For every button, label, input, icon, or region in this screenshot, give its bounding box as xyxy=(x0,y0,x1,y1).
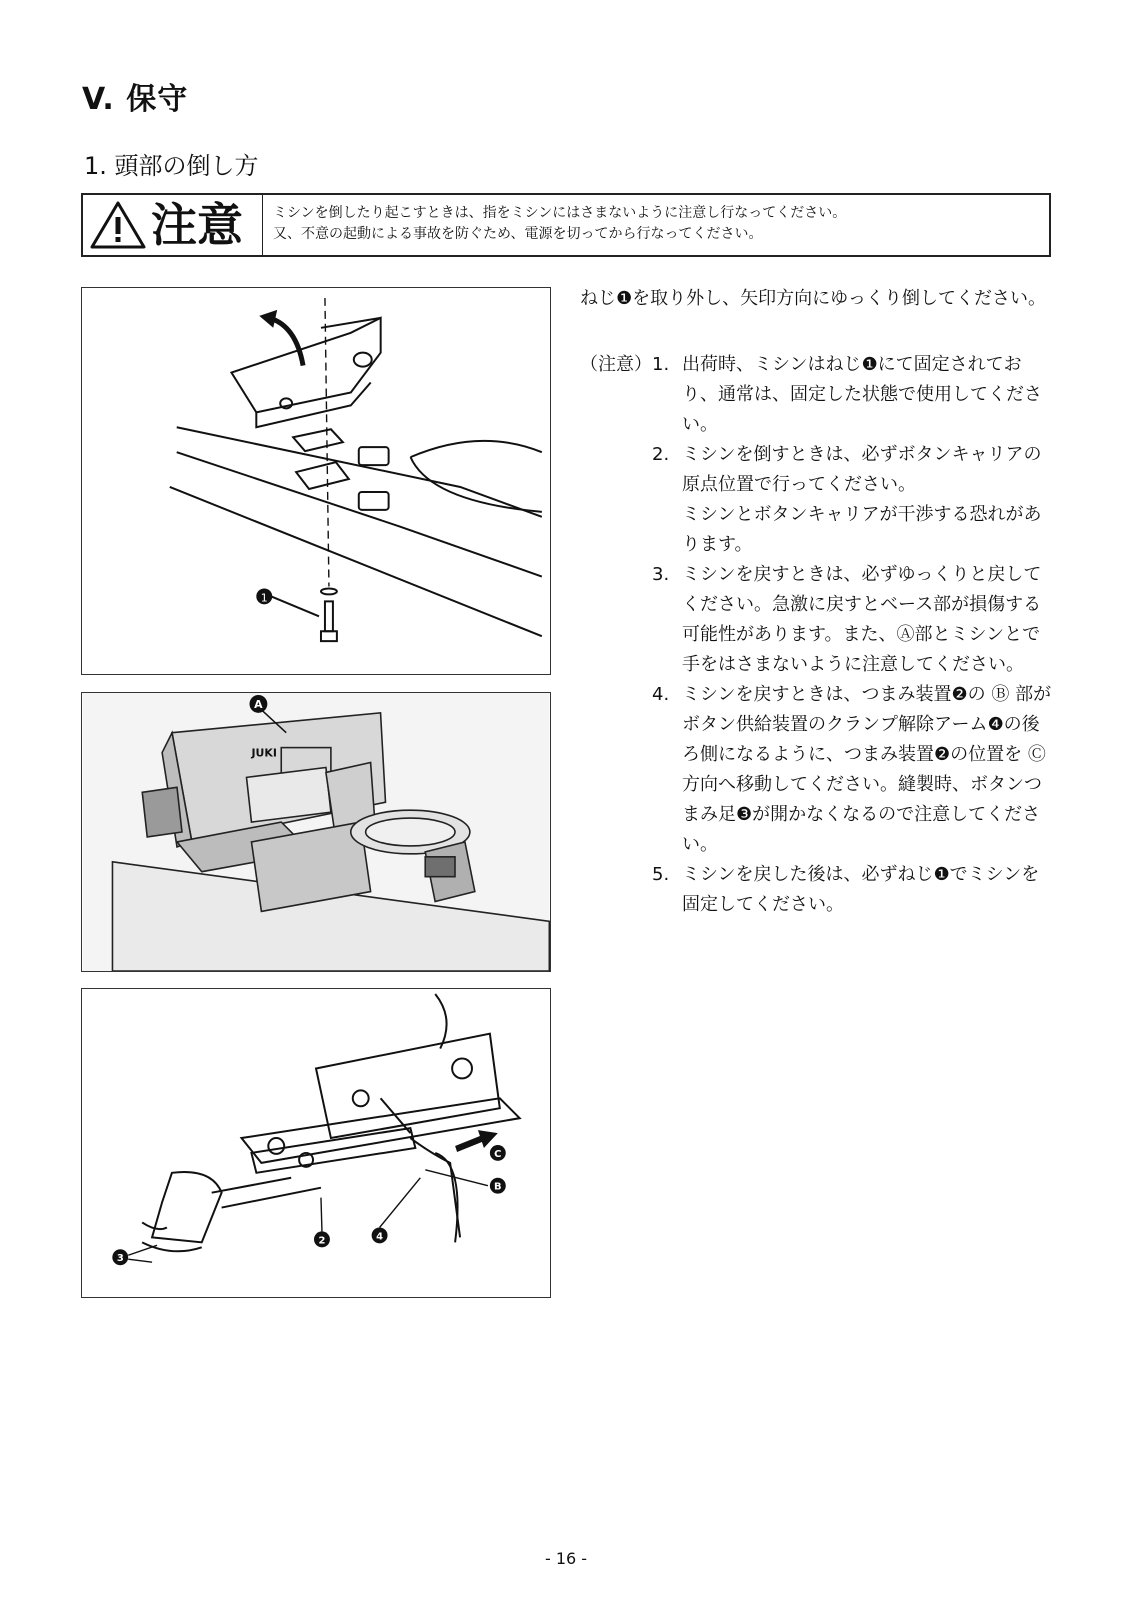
caution-line-1: ミシンを倒したり起こすときは、指をミシンにはさまないように注意し行なってください。 xyxy=(273,205,847,221)
svg-text:4: 4 xyxy=(376,1231,384,1243)
caution-box xyxy=(81,193,1051,257)
note-item-5 xyxy=(580,860,1056,920)
clamp-device-illustration xyxy=(82,989,550,1297)
svg-text:1: 1 xyxy=(260,591,268,605)
note-item-3 xyxy=(580,560,1056,680)
note-text: ミシンを戻した後は、必ずねじ❶でミシンを固定してください。 xyxy=(682,864,1040,915)
note-item-4 xyxy=(580,680,1056,860)
note-item-1 xyxy=(580,350,1056,440)
caution-label-cell xyxy=(83,195,263,255)
brand-label: JUKI xyxy=(251,746,277,760)
note-item-2-continued: ミシンとボタンキャリアが干渉する恐れがあります。 xyxy=(682,504,1042,555)
warning-triangle-icon xyxy=(89,200,147,250)
svg-text:C: C xyxy=(494,1148,502,1160)
machine-photo-illustration xyxy=(82,693,550,971)
intro-paragraph: ねじ❶を取り外し、矢印方向にゆっくり倒してください。 xyxy=(580,288,1046,309)
svg-text:3: 3 xyxy=(116,1253,124,1265)
page-number: - 16 - xyxy=(544,1549,588,1568)
caution-text xyxy=(263,195,856,255)
subsection-title: 1. 頭部の倒し方 xyxy=(84,152,259,180)
note-number: 3. xyxy=(652,564,670,585)
svg-text:B: B xyxy=(494,1181,502,1193)
figure-head-tilt xyxy=(81,287,551,675)
notes-list xyxy=(580,350,1056,920)
section-title: V. 保守 xyxy=(82,82,189,117)
note-number: 2. xyxy=(652,444,670,465)
note-text: ミシンを戻すときは、つまみ装置❷の Ⓑ 部がボタン供給装置のクランプ解除アーム❹の後ろ側になるように、つまみ装置❷の位置を Ⓒ 方向へ移動してください。縫製時、ボタンつまみ足❸が開かなくなるので注意してください。 xyxy=(682,684,1052,855)
note-text: 出荷時、ミシンはねじ❶にて固定されており、通常は、固定した状態で使用してください。 xyxy=(682,354,1042,435)
note-number: 5. xyxy=(652,864,670,885)
head-tilt-illustration xyxy=(82,288,550,674)
note-item-2 xyxy=(580,440,1056,500)
figure-clamp-device xyxy=(81,988,551,1298)
figure-machine-photo xyxy=(81,692,551,972)
note-number: 1. xyxy=(652,354,670,375)
notes-label: （注意） xyxy=(580,354,652,375)
note-number: 4. xyxy=(652,684,670,705)
svg-text:2: 2 xyxy=(318,1235,326,1247)
caution-line-2: 又、不意の起動による事故を防ぐため、電源を切ってから行なってください。 xyxy=(273,226,763,242)
note-text: ミシンを戻すときは、必ずゆっくりと戻してください。急激に戻すとベース部が損傷する可能性があります。また、Ⓐ部とミシンとで手をはさまないように注意してください。 xyxy=(682,564,1042,675)
svg-text:A: A xyxy=(254,697,263,711)
caution-label: 注意 xyxy=(151,198,243,252)
note-text: ミシンを倒すときは、必ずボタンキャリアの原点位置で行ってください。 xyxy=(682,444,1042,495)
